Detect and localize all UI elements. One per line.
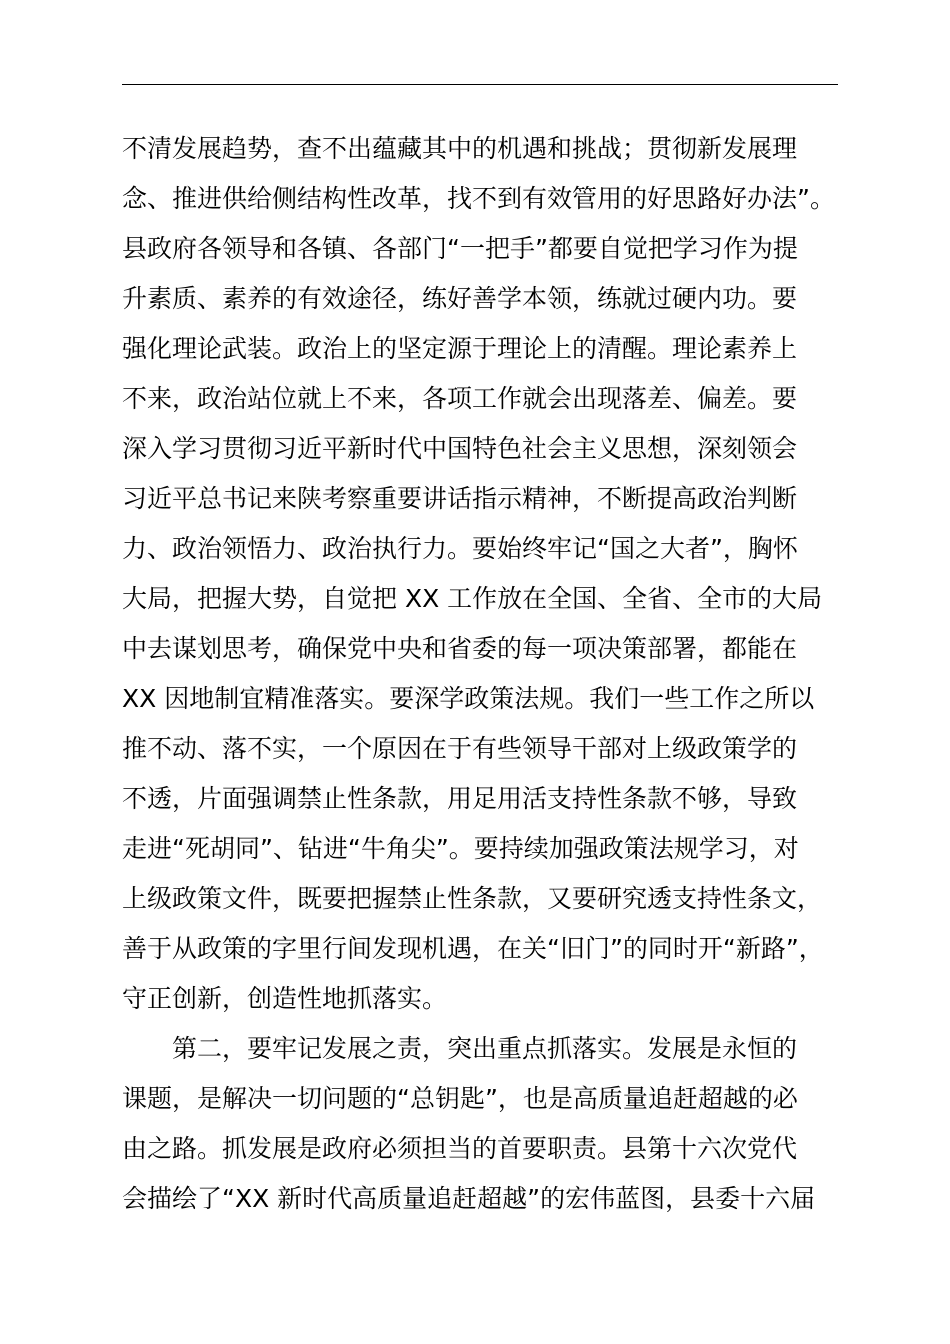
text-line: 不透，片面强调禁止性条款，用足用活支持性条款不够，导致 xyxy=(122,784,798,813)
text-line: 推不动、落不实，一个原因在于有些领导干部对上级政策学的 xyxy=(122,734,798,763)
text-line: 大局，把握大势，自觉把 XX 工作放在全国、全省、全市的大局 xyxy=(122,584,823,613)
text-line: 县政府各领导和各镇、各部门“一把手”都要自觉把学习作为提 xyxy=(122,234,798,263)
text-line: 深入学习贯彻习近平新时代中国特色社会主义思想，深刻领会 xyxy=(122,434,798,463)
text-line: 守正创新，创造性地抓落实。 xyxy=(122,984,448,1013)
text-line: 会描绘了“XX 新时代高质量追赶超越”的宏伟蓝图，县委十六届 xyxy=(122,1184,816,1213)
text-line: 念、推进供给侧结构性改革，找不到有效管用的好思路好办法”。 xyxy=(122,184,835,213)
text-line: XX 因地制宜精准落实。要深学政策法规。我们一些工作之所以 xyxy=(122,684,815,713)
text-line: 不来，政治站位就上不来，各项工作就会出现落差、偏差。要 xyxy=(122,384,798,413)
text-line: 习近平总书记来陕考察重要讲话指示精神，不断提高政治判断 xyxy=(122,484,798,513)
text-line: 上级政策文件，既要把握禁止性条款，又要研究透支持性条文， xyxy=(122,884,823,913)
text-line: 善于从政策的字里行间发现机遇，在关“旧门”的同时开“新路”， xyxy=(122,934,824,963)
text-line: 升素质、素养的有效途径，练好善学本领，练就过硬内功。要 xyxy=(122,284,798,313)
text-line: 强化理论武装。政治上的坚定源于理论上的清醒。理论素养上 xyxy=(122,334,798,363)
text-line: 课题，是解决一切问题的“总钥匙”，也是高质量追赶超越的必 xyxy=(122,1084,798,1113)
text-line: 中去谋划思考，确保党中央和省委的每一项决策部署，都能在 xyxy=(122,634,798,663)
text-line: 不清发展趋势，查不出蕴藏其中的机遇和挑战；贯彻新发展理 xyxy=(122,134,798,163)
text-line: 由之路。抓发展是政府必须担当的首要职责。县第十六次党代 xyxy=(122,1134,798,1163)
paragraph-start-line: 第二，要牢记发展之责，突出重点抓落实。发展是永恒的 xyxy=(122,1034,798,1063)
header-rule xyxy=(122,84,838,85)
text-line: 力、政治领悟力、政治执行力。要始终牢记“国之大者”，胸怀 xyxy=(122,534,798,563)
text-line: 走进“死胡同”、钻进“牛角尖”。要持续加强政策法规学习，对 xyxy=(122,834,799,863)
